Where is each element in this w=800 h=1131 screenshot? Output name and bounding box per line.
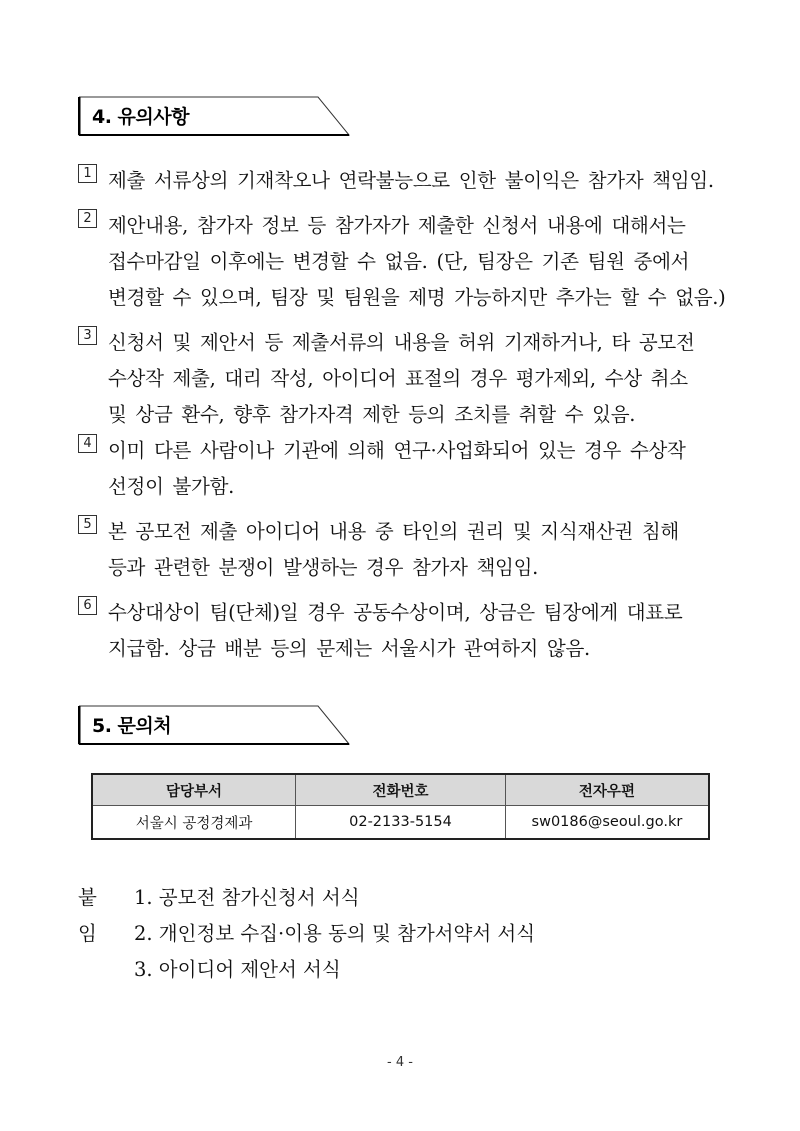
notice-line: 접수마감일 이후에는 변경할 수 없음. (단, 팀장은 기존 팀원 중에서	[108, 250, 690, 273]
notice-text	[108, 163, 738, 199]
email-cell: sw0186@seoul.go.kr	[505, 806, 709, 840]
table-header-row	[92, 774, 709, 806]
notice-line: 신청서 및 제안서 등 제출서류의 내용을 허위 기재하거나, 타 공모전	[108, 331, 695, 354]
section-4-title: 4. 유의사항	[92, 106, 189, 128]
phone-cell: 02-2133-5154	[296, 806, 506, 840]
notice-text	[108, 595, 738, 667]
contact-table	[91, 773, 710, 840]
page-number: - 4 -	[387, 1055, 413, 1070]
item-number-box: 4	[78, 434, 97, 453]
section-5-title: 5. 문의처	[92, 715, 172, 737]
item-number-box: 6	[78, 596, 97, 615]
notice-line: 지급함. 상금 배분 등의 문제는 서울시가 관여하지 않음.	[108, 637, 590, 660]
notice-item-6	[78, 595, 738, 667]
notice-line: 선정이 불가함.	[108, 475, 235, 498]
notice-line: 수상작 제출, 대리 작성, 아이디어 표절의 경우 평가제외, 수상 취소	[108, 367, 688, 390]
notice-line: 변경할 수 있으며, 팀장 및 팀원을 제명 가능하지만 추가는 할 수 없음.)	[108, 286, 726, 309]
column-header-email: 전자우편	[505, 774, 709, 806]
table-row	[92, 806, 709, 840]
notice-line: 이미 다른 사람이나 기관에 의해 연구·사업화되어 있는 경우 수상작	[108, 439, 686, 462]
notice-text	[108, 208, 738, 316]
notice-item-3	[78, 325, 738, 433]
attachment-item: 3. 아이디어 제안서 서식	[134, 958, 341, 981]
item-number-box: 3	[78, 326, 97, 345]
notice-line: 등과 관련한 분쟁이 발생하는 경우 참가자 책임임.	[108, 556, 539, 579]
notice-line: 제출 서류상의 기재착오나 연락불능으로 인한 불이익은 참가자 책임임.	[108, 169, 714, 192]
section-5-header	[78, 705, 350, 745]
section-4-header	[78, 96, 350, 136]
item-number-box: 5	[78, 515, 97, 534]
notice-line: 제안내용, 참가자 정보 등 참가자가 제출한 신청서 내용에 대해서는	[108, 214, 686, 237]
notice-text	[108, 433, 738, 505]
notice-line: 수상대상이 팀(단체)일 경우 공동수상이며, 상금은 팀장에게 대표로	[108, 601, 683, 624]
notice-text	[108, 325, 738, 433]
notice-line: 및 상금 환수, 향후 참가자격 제한 등의 조치를 취할 수 있음.	[108, 403, 636, 426]
attachments-list	[134, 880, 535, 988]
notice-line: 본 공모전 제출 아이디어 내용 중 타인의 권리 및 지식재산권 침해	[108, 520, 679, 543]
notice-item-4	[78, 433, 738, 505]
attachments-label: 붙임	[78, 886, 97, 945]
item-number-box: 1	[78, 164, 97, 183]
notice-item-5	[78, 514, 738, 586]
department-cell: 서울시 공정경제과	[92, 806, 296, 840]
notice-item-2	[78, 208, 738, 316]
notice-item-1	[78, 163, 738, 199]
notice-text	[108, 514, 738, 586]
attachment-item: 1. 공모전 참가신청서 서식	[134, 886, 360, 909]
column-header-department: 담당부서	[92, 774, 296, 806]
column-header-phone: 전화번호	[296, 774, 506, 806]
attachment-item: 2. 개인정보 수집·이용 동의 및 참가서약서 서식	[134, 922, 536, 945]
item-number-box: 2	[78, 209, 97, 228]
